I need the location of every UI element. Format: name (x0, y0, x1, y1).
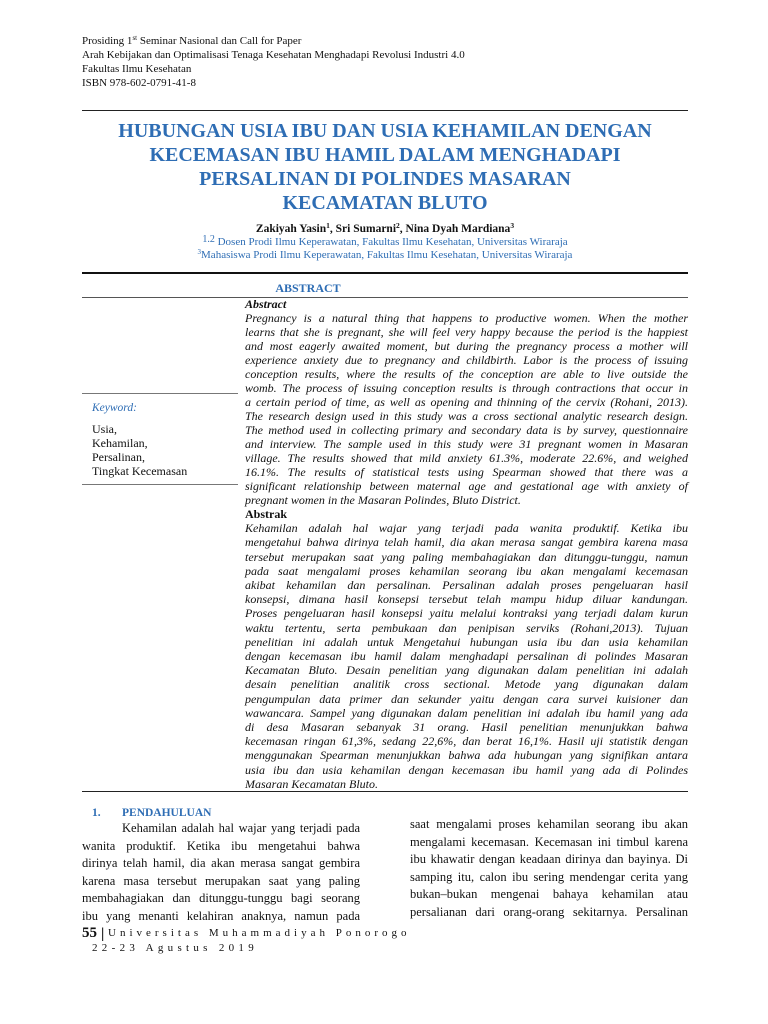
affiliation-list (82, 233, 688, 262)
author-separator: , (399, 222, 406, 235)
abstract-line: and interview. The sample used in this study were 31 pregnant women in Masaran (245, 437, 688, 451)
proceedings-title (82, 34, 465, 48)
keyword-item: Persalinan, (92, 450, 145, 464)
body-line: mengalami kecemasan. Kecemasan ini timbul karena (410, 834, 688, 849)
abstract-line: village. The results showed that mild anxiety 61.3%, moderate 22.6%, and weighed (245, 451, 688, 465)
abstract-top-rule (82, 272, 688, 274)
footer-date: 22-23 Agustus 2019 (92, 942, 259, 954)
abstract-indonesian (245, 507, 688, 791)
author-affiliation-mark: 2 (396, 220, 400, 230)
paper-title (82, 119, 688, 215)
author-name: Zakiyah Yasin (255, 222, 327, 235)
author-name: Nina Dyah Mardiana (405, 222, 511, 235)
abstract-line: a certain period of time, as well as opening and thinning of the cervix (Rohani, 2013). (245, 395, 688, 409)
author-name: Sri Sumarni (335, 222, 397, 235)
title-line: HUBUNGAN USIA IBU DAN USIA KEHAMILAN DENGAN (118, 120, 652, 142)
body-line: wanita produktif. Ketika ibu mengetahui bahwa (82, 838, 360, 853)
author-affiliation-mark: 1 (326, 220, 330, 230)
keyword-label: Keyword: (92, 402, 137, 414)
abstract-line: The method used in collecting primary and secondary data is by survey, questionnaire (245, 423, 688, 437)
abstract-english-heading: Abstract (245, 297, 287, 311)
body-line: saat mengalami proses kehamilan seorang ibu akan (410, 817, 688, 832)
affiliation-text: Mahasiswa Prodi Ilmu Keperawatan, Fakultas Ilmu Kesehatan, Universitas Wiraraja (201, 248, 573, 261)
page-number: 55 (82, 925, 97, 941)
abstract-indonesian-heading: Abstrak (245, 507, 288, 521)
affiliation-mark: 1.2 (202, 233, 215, 245)
abstract-line: conception results, where the results of the conception are able to live outside the (245, 367, 688, 381)
abstract-line: pengumpulan data primer dan sekunder yaitu dengan cara survei kuisioner dan (245, 691, 688, 706)
body-line: karena masa tersebut merupakan saat yang paling (82, 873, 360, 888)
header-divider (82, 110, 688, 111)
abstract-line: Masaran Kecamatan Bluto. (245, 776, 378, 791)
footer-institution: Universitas Muhammadiyah Ponorogo (108, 927, 411, 939)
body-column-right (410, 816, 688, 921)
abstract-line: 16.1%. The results of statistical tests using Spearman showed that there was a (245, 465, 688, 479)
author-affiliation-mark: 3 (510, 220, 515, 230)
abstract-line: Kecamatan Bluto. Desain penelitian yang digunakan dalam penelitian ini adalah (245, 663, 688, 678)
abstract-section-heading: ABSTRACT (275, 281, 341, 295)
body-line: ibu yang menanti kelahiran anaknya, namun pada (82, 908, 360, 923)
affiliation (82, 233, 688, 249)
abstract-line: experience anxiety due to pregnancy and childbirth. Labor is the process of issuing (245, 353, 688, 367)
body-column-left (82, 820, 360, 925)
abstract-line: learns that she is pregnant, she will feel very happy because the period is the happiest (245, 325, 688, 339)
proceedings-title-prefix: Prosiding 1 (82, 35, 133, 47)
body-line: bukan–bukan mengenai bahaya kehamilan atau (410, 887, 688, 902)
abstract-line: and most eagerly awaited moment, but during the pregnancy process a mother will (245, 339, 688, 353)
abstract-line: pada saat mengalami proses kehamilan seorang ibu akan mengalami kecemasan (245, 563, 688, 578)
abstract-line: Kehamilan adalah hal wajar yang terjadi pada wanita produktif. Ketika ibu (245, 521, 688, 536)
abstract-line: mengetahui bahwa dirinya telah hamil, dia akan merasa sangat gembira karena masa (245, 535, 688, 550)
running-header (82, 34, 465, 90)
abstract-line: konsepsi, dimana hasil konsepsi tersebut telah mampu hidup diluar kandungan. (245, 592, 688, 607)
body-line: ibu khawatir dengan keadaan dirinya dan bayinya. Di (410, 852, 688, 867)
abstract-line: Pregnancy is a natural thing that happens to productive women. When the mother (245, 311, 688, 325)
section-heading: PENDAHULUAN (122, 807, 212, 819)
abstract-line: significant relationship between maternal age and gestational age with anxiety of (245, 479, 688, 493)
author-list (82, 220, 688, 236)
abstract-line: penelitian ini adalah untuk Mengetahui hubungan usia ibu dan usia kehamilan (245, 634, 688, 649)
abstract-line: tersebut merupakan saat yang paling membahagiakan dan ditunggu-tunggu, namun (245, 549, 688, 564)
faculty-name: Fakultas Ilmu Kesehatan (82, 63, 192, 75)
abstract-line: di desa Masaran sebanyak 31 orang. Hasil penelitian menunjukkan bahwa (245, 720, 688, 735)
affiliation-text: Dosen Prodi Ilmu Keperawatan, Fakultas Ilmu Kesehatan, Universitas Wiraraja (214, 235, 568, 248)
body-line: dirinya telah hamil, dia akan merasa sangat gembira (82, 856, 360, 871)
affiliation-mark: 3 (197, 247, 202, 256)
abstract-line: dengan kecemasan ibu hamil dalam menghadapi persalinan di polindes Masaran (245, 649, 688, 664)
abstract-line: womb. The process of issuing conception results is through contractions that occur in (245, 381, 688, 395)
section-number: 1. (92, 807, 101, 819)
keyword-item: Kehamilan, (92, 436, 148, 450)
abstract-line: kecemasan ringan 61,3%, sedang 22,6%, dan berat 16,1%. Hasil uji statistik dengan (245, 734, 688, 749)
abstract-bottom-rule (82, 791, 688, 792)
abstract-line: The research design used in this study was a cross sectional analytic research design. (245, 409, 688, 423)
abstract-line: akibat kehamilan dan persalinan. Persalinan adalah proses pengeluaran hasil (245, 578, 688, 593)
affiliation (82, 249, 688, 262)
abstract-line: pregnant women in the Masaran Polindes, Bluto District. (245, 493, 521, 507)
abstract-english (245, 297, 688, 507)
body-line: Kehamilan adalah hal wajar yang terjadi pada (122, 821, 360, 836)
isbn: ISBN 978-602-0791-41-8 (82, 77, 196, 89)
abstract-line: waktu tertentu, serta pembukaan dan penipisan serviks (Rohani,2013). Tujuan (245, 620, 688, 635)
title-line: KECEMASAN IBU HAMIL DALAM MENGHADAPI (149, 144, 621, 166)
proceedings-theme: Arah Kebijakan dan Optimalisasi Tenaga Kesehatan Menghadapi Revolusi Industri 4.0 (82, 49, 465, 61)
title-line: PERSALINAN DI POLINDES MASARAN (199, 168, 571, 190)
proceedings-title-suffix: Seminar Nasional dan Call for Paper (137, 35, 302, 47)
keyword-item: Tingkat Kecemasan (92, 464, 188, 478)
abstract-line: usia ibu dan usia kehamilan dengan kecemasan ibu hamil yang ada di Polindes (245, 762, 688, 777)
abstract-line: wawancara. Sampel yang digunakan dalam penelitian ini adalah ibu hamil yang ada (245, 705, 688, 720)
ordinal-suffix: st (132, 34, 138, 42)
footer-separator: | (101, 926, 105, 942)
body-line: persalianan dari orang-orang sekitarnya. Persalinan (410, 904, 688, 919)
abstract-line: Proses pengeluaran hasil konsepsi yaitu melalui kontraksi yang terjadi dalam kurun (245, 606, 688, 621)
body-line: membahagiakan dan ditunggu-tunggu bagi seorang (82, 891, 360, 906)
keyword-item: Usia, (92, 422, 117, 436)
abstract-english-body (245, 311, 688, 507)
abstract-line: desain penelitian analitik cross sectional. Metode yang digunakan dalam (245, 677, 688, 692)
keyword-list (92, 422, 187, 478)
keyword-box (82, 393, 238, 485)
title-line: KECAMATAN BLUTO (282, 192, 488, 214)
body-line: samping itu, calon ibu sering mendengar cerita yang (410, 869, 688, 884)
abstract-indonesian-body (245, 521, 688, 791)
author-separator: , (329, 222, 336, 235)
abstract-line: menggunakan Spearman menunjukkan bahwa ada hubungan yang signifikan antara (245, 748, 688, 763)
